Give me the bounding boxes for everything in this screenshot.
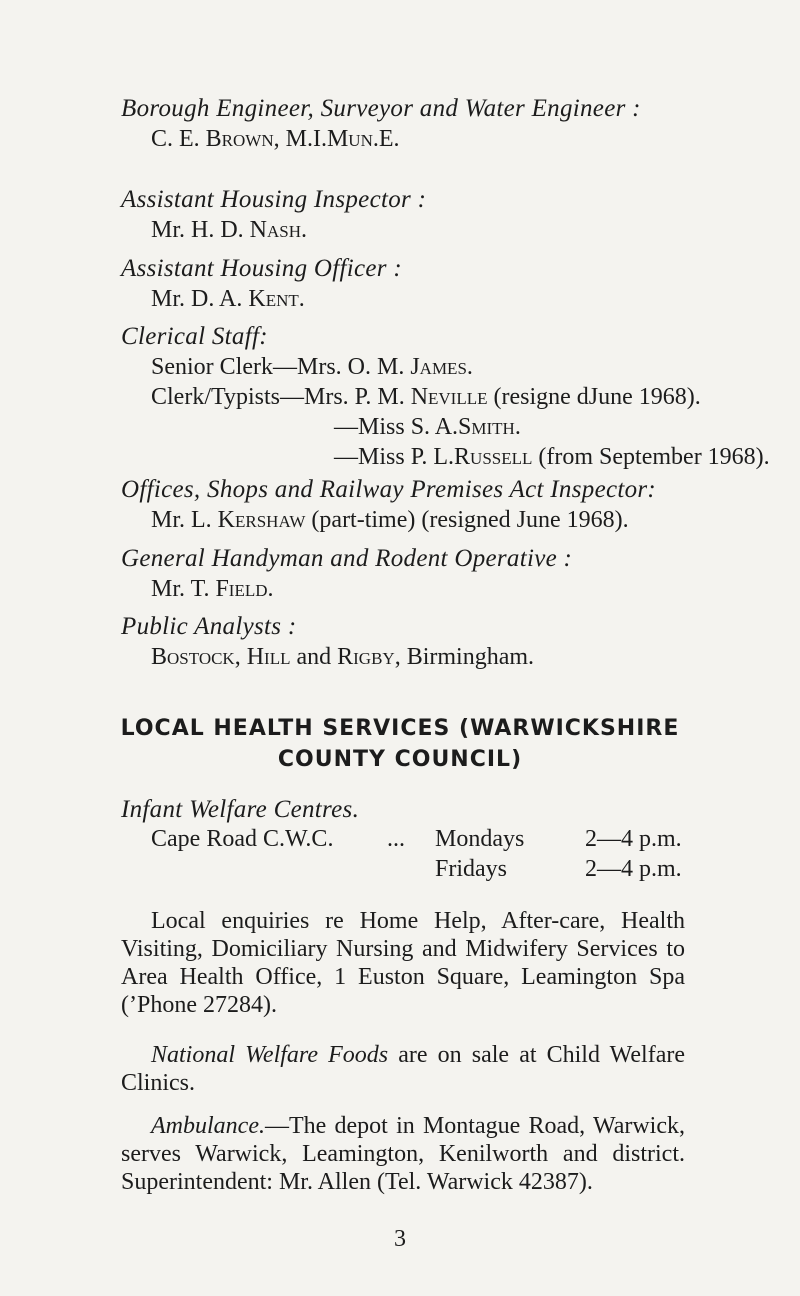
staff-name-text [334, 444, 770, 470]
staff-entry-assistant-housing-inspector [121, 185, 426, 245]
surname: Bostock, Hill [151, 644, 291, 670]
welfare-foods-text: are on sale at Child Welfare Clinics. [121, 1042, 685, 1096]
role-heading: Clerical Staff: [121, 323, 268, 350]
surname: Russell [454, 444, 533, 470]
surname: Neville [410, 384, 488, 410]
staff-name [121, 352, 770, 382]
clinic-day: Mondays [435, 826, 525, 852]
role-heading: Offices, Shops and Railway Premises Act Inspector: [121, 476, 657, 503]
page-number: 3 [394, 1226, 406, 1252]
surname: Nash. [249, 217, 308, 243]
role-heading: Public Analysts : [121, 613, 297, 640]
name-prefix: Mr. D. A. [151, 286, 249, 312]
role-heading: Assistant Housing Inspector : [121, 186, 427, 213]
staff-name [121, 442, 770, 472]
centre-name: Cape Road C.W.C. [151, 826, 334, 852]
infant-welfare-heading: Infant Welfare Centres. [121, 796, 360, 823]
staff-name [121, 412, 770, 442]
staff-name [121, 642, 534, 672]
role-heading: Borough Engineer, Surveyor and Water Engineer : [121, 95, 641, 122]
name-suffix: and [290, 644, 338, 670]
name-prefix: Senior Clerk—Mrs. O. M. [151, 354, 411, 380]
schedule-row [151, 854, 691, 884]
staff-entry-offices-inspector [121, 475, 656, 535]
ambulance-paragraph [121, 1112, 685, 1196]
leader-dots: ... [387, 826, 405, 852]
name-prefix: Mr. H. D. [151, 217, 250, 243]
staff-entry-public-analysts [121, 612, 534, 672]
name-prefix: Clerk/Typists—Mrs. P. M. [151, 384, 411, 410]
role-heading: Assistant Housing Officer : [121, 255, 403, 282]
local-enquiries-text: Local enquiries re Home Help, After-care, Health Visiting, Domiciliary Nursing and Midwifery Services to Area Health Office, 1 Euston Square, Leamington Spa (’Phone 27284). [121, 908, 685, 1018]
name-suffix: (resigne dJune 1968). [487, 384, 701, 410]
ambulance-emphasis: Ambulance. [151, 1113, 265, 1139]
clinic-time: 2—4 p.m. [585, 826, 682, 852]
name-prefix: Mr. T. [151, 576, 216, 602]
staff-name [121, 505, 656, 535]
staff-name [121, 124, 641, 154]
name-prefix: Mr. L. [151, 507, 218, 533]
local-enquiries-paragraph [121, 907, 685, 1019]
staff-name [121, 284, 402, 314]
staff-name [121, 574, 572, 604]
staff-name [121, 215, 426, 245]
staff-entry-borough-engineer [121, 94, 641, 154]
welfare-foods-emphasis: National Welfare Foods [151, 1042, 389, 1068]
infant-welfare-heading-block [121, 795, 359, 825]
surname: Field. [215, 576, 274, 602]
section-title-continued: COUNTY COUNCIL) [277, 747, 523, 772]
name-suffix: , Birmingham. [394, 644, 535, 670]
section-title: LOCAL HEALTH SERVICES (WARWICKSHIRE [120, 716, 680, 741]
ambulance-text: —The depot in Montague Road, Warwick, serves Warwick, Leamington, Kenilworth and district. Superintendent: Mr. Allen (Tel. Warwick 42387). [121, 1113, 685, 1195]
surname: Kershaw [217, 507, 306, 533]
staff-entry-clerical-staff [121, 322, 770, 472]
surname: C. E. Brown, M.I.Mun.E. [151, 126, 400, 152]
clinic-day: Fridays [435, 856, 507, 882]
surname: Kent. [248, 286, 305, 312]
staff-name [121, 382, 770, 412]
surname: James. [410, 354, 473, 380]
role-heading: General Handyman and Rodent Operative : [121, 545, 573, 572]
staff-name-text [334, 414, 521, 440]
schedule-row [151, 824, 691, 854]
welfare-foods-paragraph [121, 1041, 685, 1097]
staff-entry-handyman [121, 544, 572, 604]
name-prefix: —Miss S. A. [334, 414, 459, 440]
surname: Smith. [458, 414, 521, 440]
clinic-time: 2—4 p.m. [585, 856, 682, 882]
surname: Rigby [337, 644, 395, 670]
name-suffix: (part-time) (resigned June 1968). [305, 507, 629, 533]
name-prefix: —Miss P. L. [334, 444, 455, 470]
name-suffix: (from September 1968). [532, 444, 770, 470]
staff-entry-assistant-housing-officer [121, 254, 402, 314]
infant-welfare-schedule [151, 824, 691, 884]
